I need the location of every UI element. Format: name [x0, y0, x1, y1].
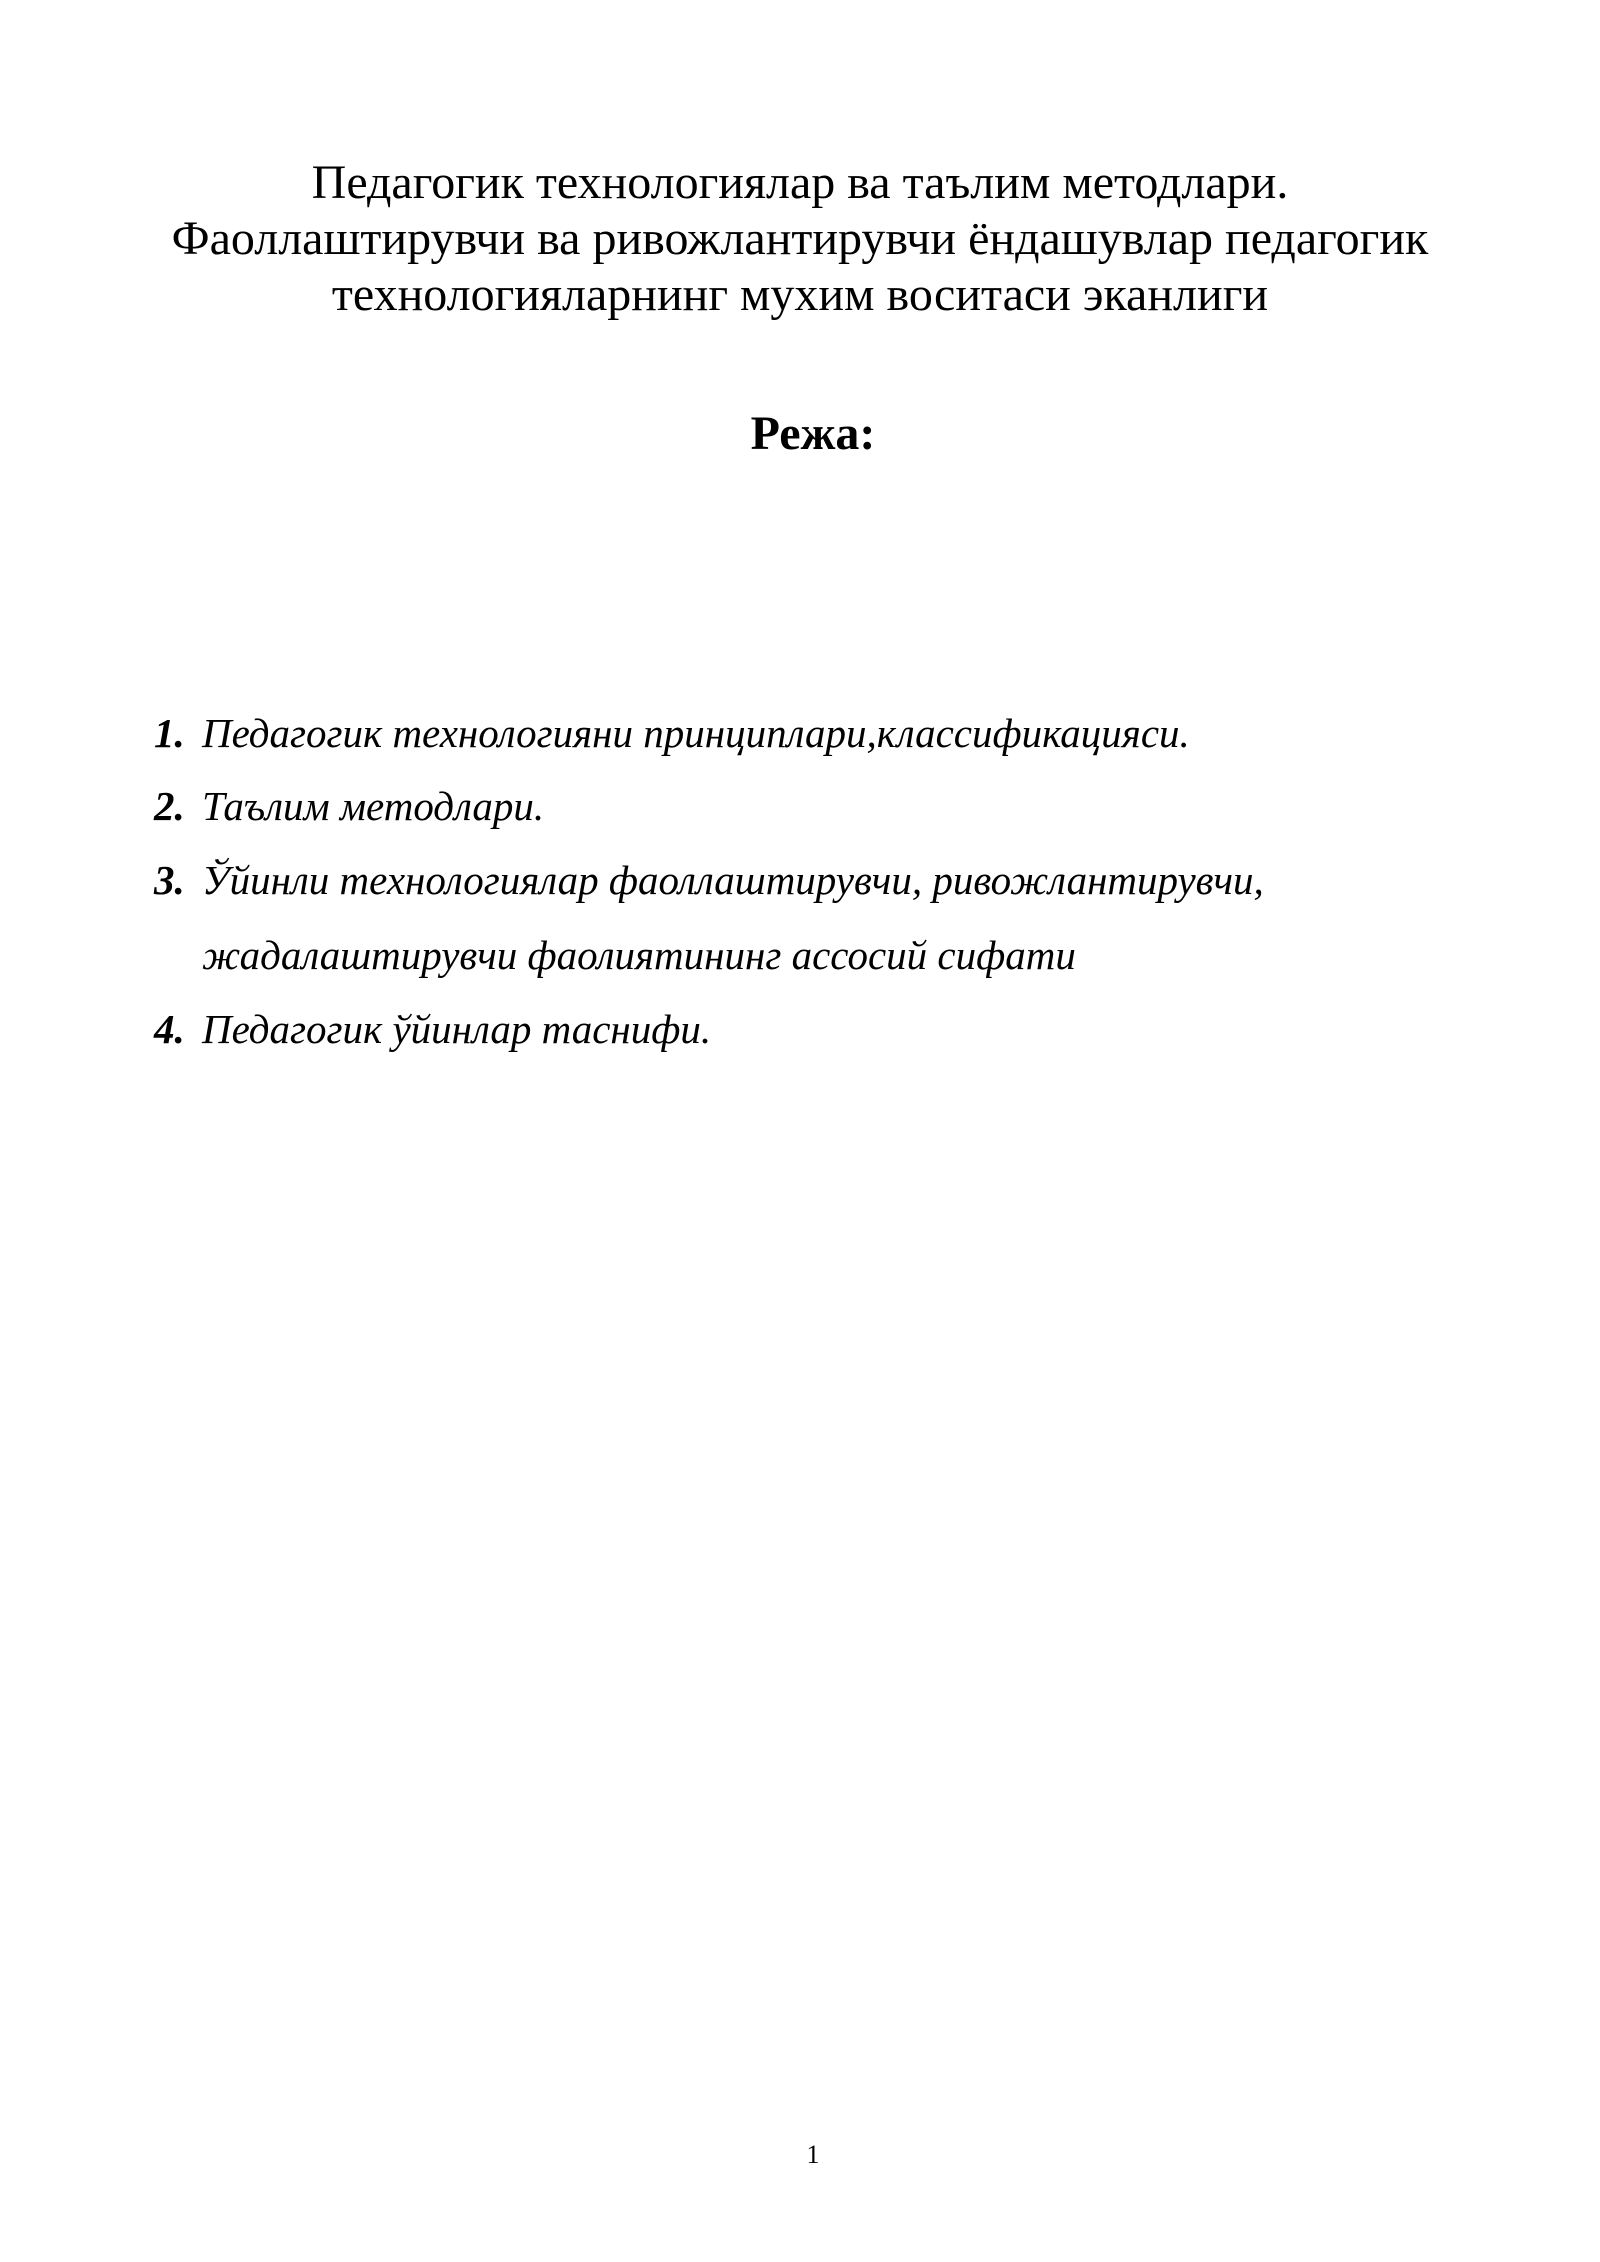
plan-item-text: Педагогик технологияни принциплари,классификацияси. — [202, 710, 1190, 756]
plan-item-number: 4. — [154, 1006, 185, 1052]
plan-item-number: 3. — [154, 857, 185, 903]
plan-item-number: 1. — [154, 710, 185, 756]
title-line-1: Педагогик технологиялар ва таълим методлари. — [311, 156, 1289, 209]
plan-heading: Режа: — [750, 407, 876, 460]
title-line-3: технологияларнинг мухим воситаси эканлиги — [331, 268, 1269, 321]
plan-item-text: Ўйинли технологиялар фаоллаштирувчи, ривожлантирувчи, — [202, 857, 1264, 903]
plan-item-number: 2. — [154, 783, 185, 829]
plan-item-text: Педагогик ўйинлар таснифи. — [202, 1006, 712, 1052]
title-line-2: Фаоллаштирувчи ва ривожлантирувчи ёндашувлар педагогик — [171, 212, 1429, 265]
page-number: 1 — [806, 2140, 820, 2169]
plan-item-text: жадалаштирувчи фаолиятининг ассосий сифати — [202, 932, 1076, 978]
plan-item-text: Таълим методлари. — [202, 783, 545, 829]
document-title — [0, 155, 1600, 323]
